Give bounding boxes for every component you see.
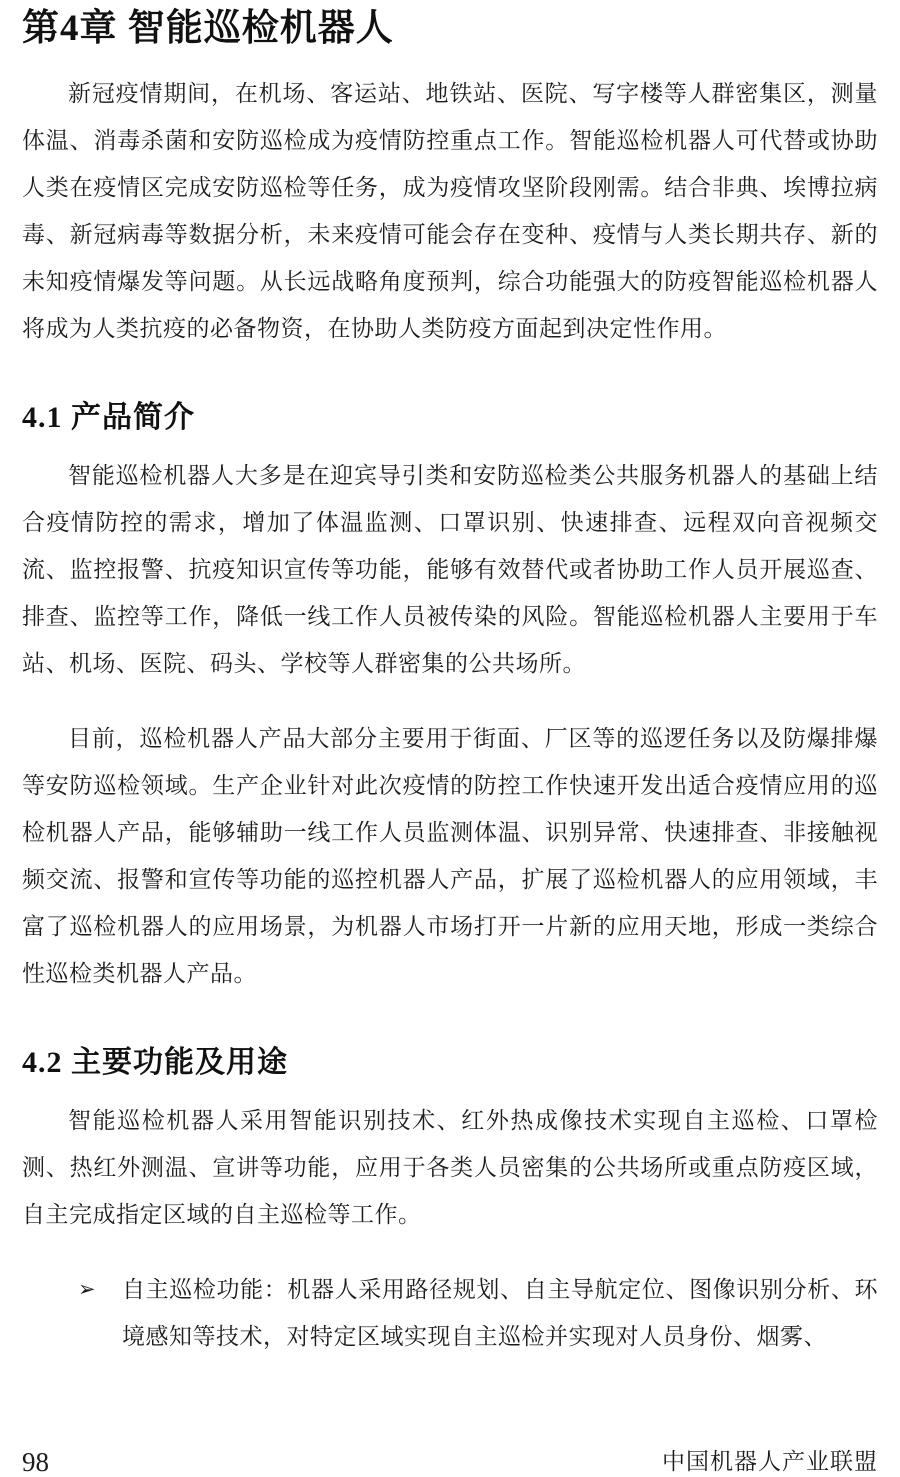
section-4-1-paragraph-1: 智能巡检机器人大多是在迎宾导引类和安防巡检类公共服务机器人的基础上结合疫情防控的需求，增加了体温监测、口罩识别、快速排查、远程双向音视频交流、监控报警、抗疫知识宣传等功能，能够有效替代或者协助工作人员开展巡查、排查、监控等工作，降低一线工作人员被传染的风险。智能巡检机器人主要用于车站、机场、医院、码头、学校等人群密集的公共场所。 — [22, 463, 878, 676]
bullet-item-autonomous-inspection — [22, 1266, 878, 1360]
footer-organization: 中国机器人产业联盟 — [662, 1449, 878, 1474]
section-4-1-paragraph-2: 目前，巡检机器人产品大部分主要用于街面、厂区等的巡逻任务以及防爆排爆等安防巡检领域。生产企业针对此次疫情的防控工作快速开发出适合疫情应用的巡检机器人产品，能够辅助一线工作人员监测体温、识别异常、快速排查、非接触视频交流、报警和宣传等功能的巡控机器人产品，扩展了巡检机器人的应用领域，丰富了巡检机器人的应用场景，为机器人市场打开一片新的应用天地，形成一类综合性巡检类机器人产品。 — [22, 726, 878, 986]
section-4-1-heading: 4.1 产品简介 — [22, 401, 195, 434]
arrowhead-bullet-icon: ➢ — [78, 1277, 96, 1301]
page-number: 98 — [22, 1447, 49, 1477]
section-4-2-paragraph: 智能巡检机器人采用智能识别技术、红外热成像技术实现自主巡检、口罩检测、热红外测温、宣讲等功能，应用于各类人员密集的公共场所或重点防疫区域，自主完成指定区域的自主巡检等工作。 — [22, 1108, 878, 1227]
document-page — [0, 6, 900, 1476]
page-footer — [22, 1447, 878, 1477]
bullet-text: 自主巡检功能：机器人采用路径规划、自主导航定位、图像识别分析、环境感知等技术，对特定区域实现自主巡检并实现对人员身份、烟雾、 — [122, 1277, 878, 1349]
intro-paragraph: 新冠疫情期间，在机场、客运站、地铁站、医院、写字楼等人群密集区，测量体温、消毒杀菌和安防巡检成为疫情防控重点工作。智能巡检机器人可代替或协助人类在疫情区完成安防巡检等任务，成为疫情攻坚阶段刚需。结合非典、埃博拉病毒、新冠病毒等数据分析，未来疫情可能会存在变种、疫情与人类长期共存、新的未知疫情爆发等问题。从长远战略角度预判，综合功能强大的防疫智能巡检机器人将成为人类抗疫的必备物资，在协助人类防疫方面起到决定性作用。 — [22, 81, 878, 341]
chapter-title: 第4章 智能巡检机器人 — [22, 8, 394, 49]
section-4-2-heading: 4.2 主要功能及用途 — [22, 1046, 288, 1079]
